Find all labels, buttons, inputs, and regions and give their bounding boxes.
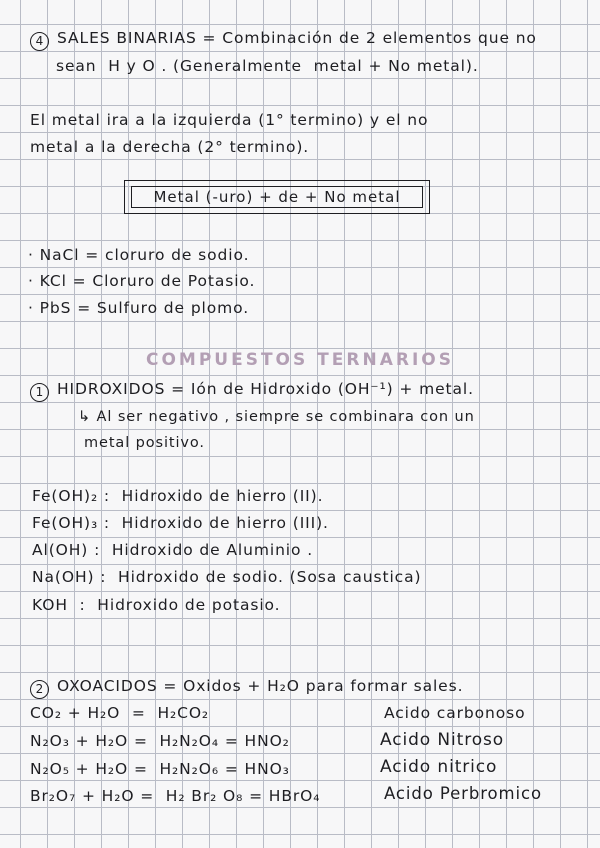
oxoacido-equation-4: Br₂O₇ + H₂O = H₂ Br₂ O₈ = HBrO₄ xyxy=(30,787,321,805)
sales-binarias-definition: SALES BINARIAS = Combinación de 2 elementos que no xyxy=(57,29,537,47)
sales-binarias-line1 xyxy=(30,31,537,51)
sales-example-pbs: · PbS = Sulfuro de plomo. xyxy=(28,299,250,317)
hidroxido-example-1: Fe(OH)₂ : Hidroxido de hierro (II). xyxy=(32,487,324,505)
sales-example-nacl: · NaCl = cloruro de sodio. xyxy=(28,246,250,264)
sales-example-kcl: · KCl = Cloruro de Potasio. xyxy=(28,272,256,290)
hidroxidos-note-line1: ↳ Al ser negativo , siempre se combinara con un xyxy=(78,409,475,425)
section-number-4: 4 xyxy=(30,32,49,51)
hidroxidos-line1 xyxy=(30,382,474,402)
oxoacido-equation-3: N₂O₅ + H₂O = H₂N₂O₆ = HNO₃ xyxy=(30,760,290,778)
sales-binarias-line2: sean H y O . (Generalmente metal + No metal). xyxy=(56,57,479,75)
oxoacidos-line1 xyxy=(30,679,463,699)
formula-box xyxy=(124,180,430,214)
oxoacido-equation-2: N₂O₃ + H₂O = H₂N₂O₄ = HNO₂ xyxy=(30,732,290,750)
formula-box-text: Metal (-uro) + de + No metal xyxy=(131,186,423,208)
hidroxido-example-2: Fe(OH)₃ : Hidroxido de hierro (III). xyxy=(32,514,329,532)
hidroxido-example-5: KOH : Hidroxido de potasio. xyxy=(32,596,281,614)
sales-rule-line2: metal a la derecha (2° termino). xyxy=(30,138,310,156)
compuestos-ternarios-heading: COMPUESTOS TERNARIOS xyxy=(146,350,454,370)
oxoacidos-definition: OXOACIDOS = Oxidos + H₂O para formar sales. xyxy=(57,677,464,695)
hidroxidos-definition: HIDROXIDOS = Ión de Hidroxido (OH⁻¹) + metal. xyxy=(57,380,474,398)
section-number-2: 2 xyxy=(30,680,49,699)
sales-rule-line1: El metal ira a la izquierda (1° termino) y el no xyxy=(30,111,429,129)
oxoacido-equation-1: CO₂ + H₂O = H₂CO₂ xyxy=(30,704,210,722)
oxoacido-name-4: Acido Perbromico xyxy=(384,784,542,803)
oxoacido-name-3: Acido nitrico xyxy=(380,757,498,777)
hidroxidos-note-line2: metal positivo. xyxy=(84,435,205,451)
section-number-1: 1 xyxy=(30,383,49,402)
hidroxido-example-4: Na(OH) : Hidroxido de sodio. (Sosa caustica) xyxy=(32,568,422,586)
hidroxido-example-3: Al(OH) : Hidroxido de Aluminio . xyxy=(32,541,314,559)
oxoacido-name-2: Acido Nitroso xyxy=(380,730,505,750)
oxoacido-name-1: Acido carbonoso xyxy=(384,704,526,722)
